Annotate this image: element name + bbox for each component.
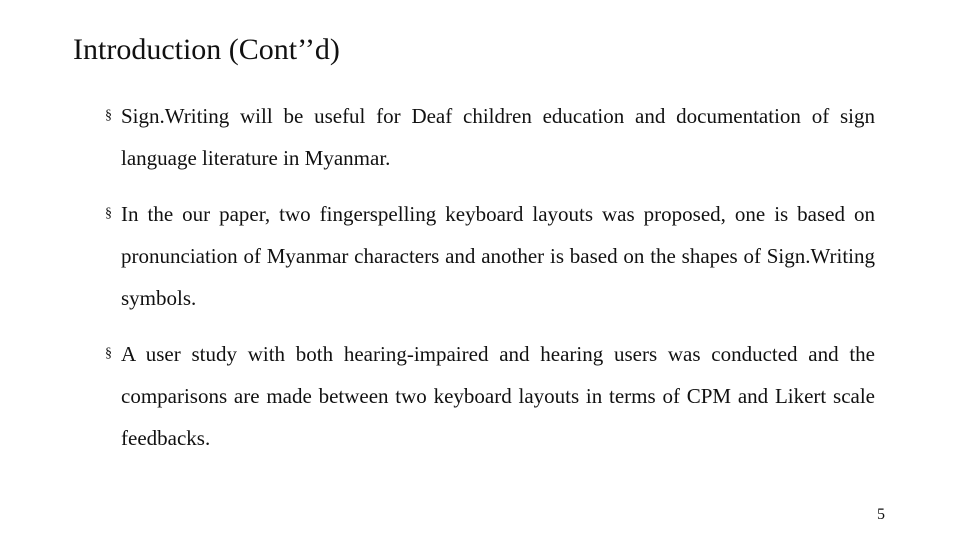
bullet-marker-icon: § (105, 108, 112, 123)
bullet-list (105, 95, 875, 473)
page-number: 5 (877, 506, 885, 523)
slide-title: Introduction (Cont’’d) (73, 33, 340, 66)
bullet-text: In the our paper, two fingerspelling keyboard layouts was proposed, one is based on pronunciation of Myanmar characters and another is based on the shapes of Sign.Writing symbols. (121, 202, 875, 310)
bullet-marker-icon: § (105, 346, 112, 361)
bullet-item (105, 95, 875, 179)
bullet-marker-icon: § (105, 206, 112, 221)
bullet-text: A user study with both hearing-impaired and hearing users was conducted and the comparisons are made between two keyboard layouts in terms of CPM and Likert scale feedbacks. (121, 342, 875, 450)
bullet-item (105, 333, 875, 459)
bullet-text: Sign.Writing will be useful for Deaf children education and documentation of sign language literature in Myanmar. (121, 104, 875, 170)
bullet-item (105, 193, 875, 319)
